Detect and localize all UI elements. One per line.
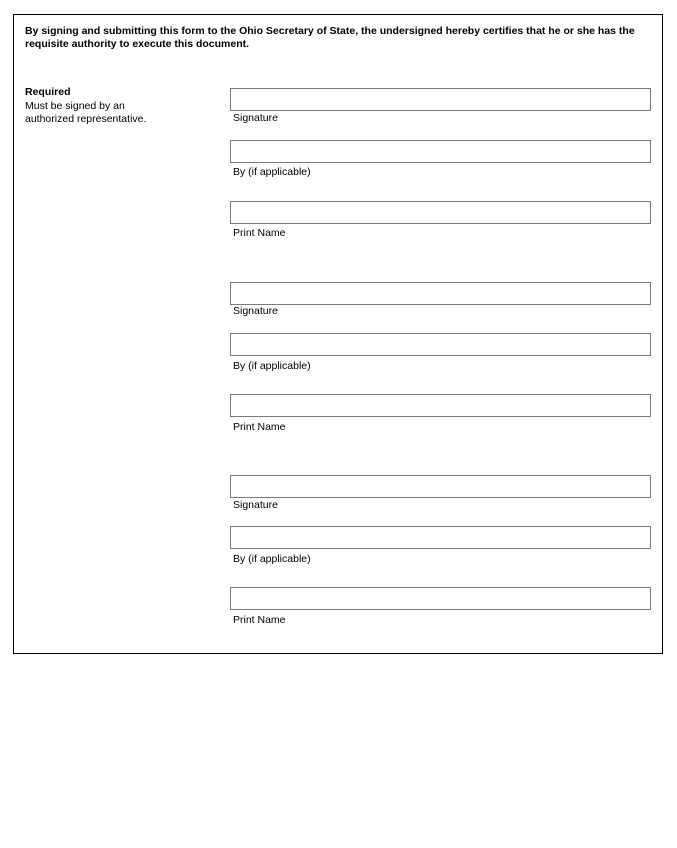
signature-field-1[interactable] xyxy=(230,88,651,111)
signature-label-3: Signature xyxy=(233,499,278,511)
signature-field-3[interactable] xyxy=(230,475,651,498)
print-name-field-2[interactable] xyxy=(230,394,651,417)
print-name-label-1: Print Name xyxy=(233,227,286,239)
print-name-field-1[interactable] xyxy=(230,201,651,224)
print-name-label-2: Print Name xyxy=(233,421,286,433)
required-description: Must be signed by an authorized representative. xyxy=(25,100,147,125)
signature-label-1: Signature xyxy=(233,112,278,124)
by-label-2: By (if applicable) xyxy=(233,360,311,372)
certification-statement: By signing and submitting this form to the Ohio Secretary of State, the undersigned hereby certifies that he or she has the requisite authority to execute this document. xyxy=(25,25,635,50)
by-label-1: By (if applicable) xyxy=(233,166,311,178)
by-field-2[interactable] xyxy=(230,333,651,356)
print-name-field-3[interactable] xyxy=(230,587,651,610)
required-heading: Required xyxy=(25,86,71,98)
print-name-label-3: Print Name xyxy=(233,614,286,626)
by-label-3: By (if applicable) xyxy=(233,553,311,565)
by-field-1[interactable] xyxy=(230,140,651,163)
signature-field-2[interactable] xyxy=(230,282,651,305)
signature-label-2: Signature xyxy=(233,305,278,317)
by-field-3[interactable] xyxy=(230,526,651,549)
signature-form-section xyxy=(13,14,663,654)
